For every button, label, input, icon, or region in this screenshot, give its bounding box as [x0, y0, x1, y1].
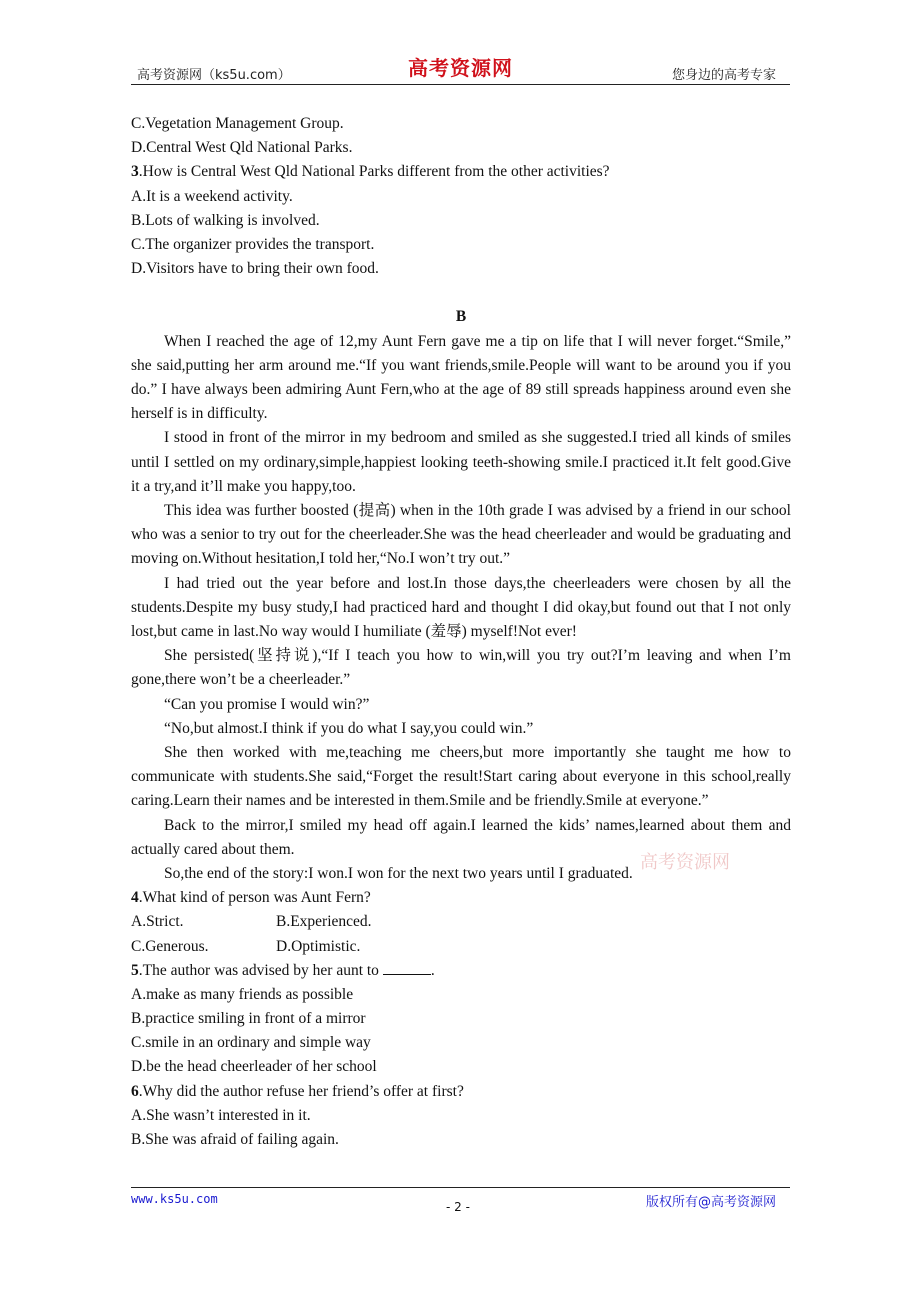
answer-blank: [383, 960, 431, 975]
question-number: 5: [131, 961, 139, 979]
question-text: .What kind of person was Aunt Fern?: [138, 889, 371, 907]
header-site-name: 高考资源网（ks5u.com）: [137, 68, 291, 83]
question-text: .The author was advised by her aunt to: [138, 961, 383, 979]
q6-option-b: B.She was afraid of failing again.: [131, 1131, 339, 1149]
question-3: [131, 160, 791, 184]
watermark: 高考资源网: [640, 852, 730, 873]
footer-divider: [131, 1187, 790, 1188]
q3-option-d: D.Visitors have to bring their own food.: [131, 260, 379, 278]
passage-paragraph: “No,but almost.I think if you do what I say,you could win.”: [164, 719, 534, 737]
question-text-end: .: [430, 961, 435, 979]
document-body: [131, 112, 791, 1152]
passage-paragraph: She persisted(坚持说),“If I teach you how to win,will you try out?I’m leaving and when I’m gone,there won’t be a cheerleader.”: [131, 647, 791, 689]
passage-paragraph: When I reached the age of 12,my Aunt Fern gave me a tip on life that I will never forget.“Smile,” she said,putting her arm around me.“If you want friends,smile.People will want to be around you if you do.” I have always been admiring Aunt Fern,who at the age of 89 still spreads happiness around even she herself is in difficulty.: [131, 332, 791, 423]
page-number: - 2 -: [446, 1200, 470, 1214]
header-slogan: 您身边的高考专家: [672, 68, 777, 83]
passage-paragraph: Back to the mirror,I smiled my head off again.I learned the kids’ names,learned about them and actually cared about them.: [131, 816, 791, 858]
passage-paragraph: She then worked with me,teaching me cheers,but more importantly she taught me how to communicate with students.She said,“Forget the result!Start caring about everyone in this school,really caring.Learn their names and be interested in them.Smile and be friendly.Smile at everyone.”: [131, 743, 791, 810]
q5-option-a: A.make as many friends as possible: [131, 985, 354, 1003]
q5-option-d: D.be the head cheerleader of her school: [131, 1058, 377, 1076]
question-5: [131, 959, 791, 983]
passage-paragraph: “Can you promise I would win?”: [164, 695, 370, 713]
header-logo: 高考资源网: [408, 56, 513, 80]
question-4: [131, 886, 791, 910]
question-number: 6: [131, 1082, 139, 1100]
option-c-prev: C.Vegetation Management Group.: [131, 115, 344, 132]
question-number: 4: [131, 889, 139, 907]
footer-link[interactable]: www.ks5u.com: [131, 1192, 218, 1206]
q4-options-row-2: [131, 935, 791, 959]
q5-option-b: B.practice smiling in front of a mirror: [131, 1010, 366, 1028]
footer-copyright: 版权所有@高考资源网: [646, 1195, 777, 1210]
q3-option-a: A.It is a weekend activity.: [131, 187, 293, 205]
section-title: B: [455, 308, 467, 326]
q3-option-b: B.Lots of walking is involved.: [131, 211, 320, 229]
q6-option-a: A.She wasn’t interested in it.: [131, 1106, 311, 1124]
option-d-prev: D.Central West Qld National Parks.: [131, 139, 353, 157]
question-text: .Why did the author refuse her friend’s offer at first?: [138, 1082, 464, 1100]
question-text: .How is Central West Qld National Parks different from the other activities?: [138, 163, 610, 181]
q4-option-a: A.Strict.: [131, 913, 184, 931]
passage: [131, 330, 791, 887]
passage-paragraph: So,the end of the story:I won.I won for the next two years until I graduated.: [164, 864, 633, 882]
q4-options-row-1: [131, 910, 791, 934]
passage-paragraph: I had tried out the year before and lost.In those days,the cheerleaders were chosen by all the students.Despite my busy study,I had practiced hard and thought I did okay,but found out that I not only lost,but came in last.No way would I humiliate (羞辱) myself!Not ever!: [131, 574, 791, 640]
header-divider: [131, 84, 790, 85]
q5-option-c: C.smile in an ordinary and simple way: [131, 1034, 371, 1052]
question-number: 3: [131, 163, 139, 181]
q3-option-c: C.The organizer provides the transport.: [131, 235, 375, 253]
q4-option-c: C.Generous.: [131, 937, 209, 955]
passage-paragraph: This idea was further boosted (提高) when in the 10th grade I was advised by a friend in our school who was a senior to try out for the cheerleader.She was the head cheerleader and would be graduating and moving on.Without hesitation,I told her,“No.I won’t try out.”: [131, 501, 791, 568]
passage-paragraph: I stood in front of the mirror in my bedroom and smiled as she suggested.I tried all kinds of smiles until I settled on my ordinary,simple,happiest looking teeth-showing smile.I practiced it.It felt good.Give it a try,and it’ll make you happy,too.: [131, 429, 791, 495]
question-6: [131, 1080, 791, 1104]
q4-option-b: B.Experienced.: [276, 913, 372, 931]
q4-option-d: D.Optimistic.: [276, 937, 361, 955]
